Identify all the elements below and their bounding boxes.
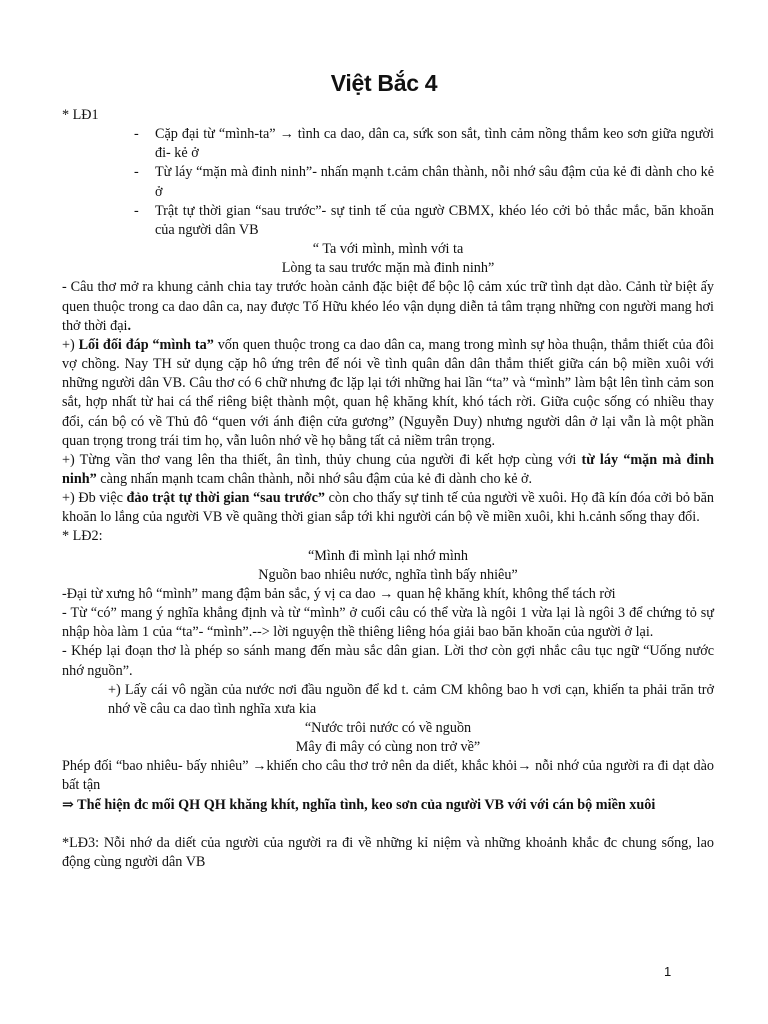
ld3-paragraph: *LĐ3: Nỗi nhớ da diết của người của người ra đi về những kỉ niệm và những khoảnh khắc đc chung sống, lao động cùng người dân VB xyxy=(62,834,714,870)
paragraph xyxy=(62,489,714,527)
bullet-text: Trật tự thời gian “sau trước”- sự tinh tế của ngườ CBMX, khéo léo cởi bỏ thắc mắc, băn khoăn của người dân VB xyxy=(155,202,714,238)
bullet-marker: - xyxy=(134,164,139,181)
spacer xyxy=(62,815,714,834)
paragraph-text: còn cho thấy sự tinh tế của người về xuôi. Họ đã kín đóa cởi bỏ băn khoăn lo lắng của người VB về quãng thời gian sắp tới khi người cán bộ về miền xuôi, khi h.cảnh sống thay đổi. xyxy=(62,490,714,526)
bold-phrase: từ láy “mặn mà đinh ninh” xyxy=(62,451,714,487)
page-number: 1 xyxy=(664,964,672,979)
paragraph: - Khép lại đoạn thơ là phép so sánh mang đến màu sắc dân gian. Lời thơ còn gợi nhắc câu tục ngữ “Uống nước nhớ nguồn”. xyxy=(62,643,714,679)
conclusion: ⇒ Thể hiện đc mối QH QH khăng khít, nghĩa tình, keo sơn của người VB với với cán bộ miền xuôi xyxy=(62,796,656,813)
bold-phrase: đảo trật tự thời gian “sau trước” xyxy=(126,490,326,507)
ld1-bullet-list xyxy=(62,125,714,240)
bullet-marker: - xyxy=(134,202,139,219)
list-item xyxy=(62,202,714,240)
paragraph: +) Lấy cái vô ngần của nước nơi đầu nguồn để kd t. cảm CM không bao h vơi cạn, khiến ta phải trăn trở nhớ về câu ca dao tình nghĩa xưa kia xyxy=(108,681,714,717)
paragraph-text: càng nhấn mạnh tcam chân thành, nỗi nhớ sâu đậm của kẻ đi dành cho kẻ ở. xyxy=(96,470,533,487)
poem-line: “ Ta với mình, mình với ta xyxy=(312,241,464,258)
paragraph-text: +) Đb việc xyxy=(62,490,127,507)
list-item xyxy=(62,125,714,163)
poem-line: “Mình đi mình lại nhớ mình xyxy=(307,547,468,564)
paragraph-text: +) Từng vần thơ vang lên tha thiết, ân tình, thủy chung của người đi kết hợp cùng với xyxy=(62,451,582,468)
document-body xyxy=(62,106,714,872)
paragraph: Phép đối “bao nhiêu- bấy nhiêu” →khiến cho câu thơ trở nên da diết, khắc khỏi→ nỗi nhớ của người ra đi dạt dào bất tận xyxy=(62,758,714,794)
bullet-text: Cặp đại từ “mình-ta” → tình ca dao, dân ca, sứk son sắt, tình cảm nồng thắm keo sơn giữa người đi- kẻ ở xyxy=(155,126,714,162)
ld1-heading: * LĐ1 xyxy=(62,107,99,123)
paragraph-text: - Câu thơ mở ra khung cảnh chia tay trước hoàn cảnh đặc biệt để bộc lộ cảm xúc trữ tình dạt dào. Cảnh từ biệt ấy quen thuộc trong ca dao dân ca, nay được Tố Hữu khéo léo vận dụng diễn tả tâm trạng những con người mang hơi thở thời đại xyxy=(62,279,714,334)
page-title: Việt Bắc 4 xyxy=(330,70,438,96)
poem-line: “Nước trôi nước có về nguồn xyxy=(304,720,472,736)
bullet-marker: - xyxy=(134,126,139,143)
paragraph-text: vốn quen thuộc trong ca dao dân ca, mang trong mình sự hòa thuận, thắm thiết của đôi vợ chồng. Nay TH sử dụng cặp hô ứng trên để nói về tình quân dân dân thắm thiết giữa cán bộ miền xuôi với những người dân VB. Câu thơ có 6 chữ nhưng đc lặp lại tới những hai lần “ta” và “mình” làm bật lên tình cảm son sắt, hợp nhất từ hai cá thể riêng biệt thành một, quan hệ khăng khít, khó tách rời. Giữa cuộc sống có nhiều thay đổi, cán bộ có về Thủ đô “quen với ánh điện cửa gương” (Nguyễn Duy) nhưng người dân ở lại vẫn là một phần quan trọng trong trái tim họ, vẫn luôn nhớ về họ bằng tất cả niềm trân trọng. xyxy=(62,336,714,449)
poem-line: Mây đi mây có cùng non trở về” xyxy=(295,739,481,756)
paragraph xyxy=(62,336,714,451)
paragraph-end: . xyxy=(127,317,131,334)
paragraph-lead: +) xyxy=(62,336,79,353)
paragraph: - Từ “có” mang ý nghĩa khẳng định và từ “mình” ở cuối câu có thể vừa là ngôi 1 vừa lại là ngôi 3 để chứng tỏ sự nhập hòa làm 1 của “ta”- “mình”.--> lời nguyện thề thiêng liêng hóa giải bao băn khoăn của người ở lại. xyxy=(62,605,714,641)
bullet-text: Từ láy “mặn mà đinh ninh”- nhấn mạnh t.cảm chân thành, nỗi nhớ sâu đậm của kẻ đi dành cho kẻ ở xyxy=(155,164,714,200)
poem-line: Nguồn bao nhiêu nước, nghĩa tình bấy nhiêu” xyxy=(258,566,518,583)
list-item xyxy=(62,163,714,201)
paragraph xyxy=(62,278,714,335)
bold-phrase: Lối đối đáp “mình ta” xyxy=(78,336,214,353)
ld2-heading: * LĐ2: xyxy=(62,528,103,545)
poem-line: Lòng ta sau trước mặn mà đinh ninh” xyxy=(281,260,495,277)
paragraph xyxy=(62,451,714,489)
paragraph: -Đại từ xưng hô “mình” mang đậm bản sắc, ý vị ca dao → quan hệ khăng khít, không thể tách rời xyxy=(62,585,616,602)
